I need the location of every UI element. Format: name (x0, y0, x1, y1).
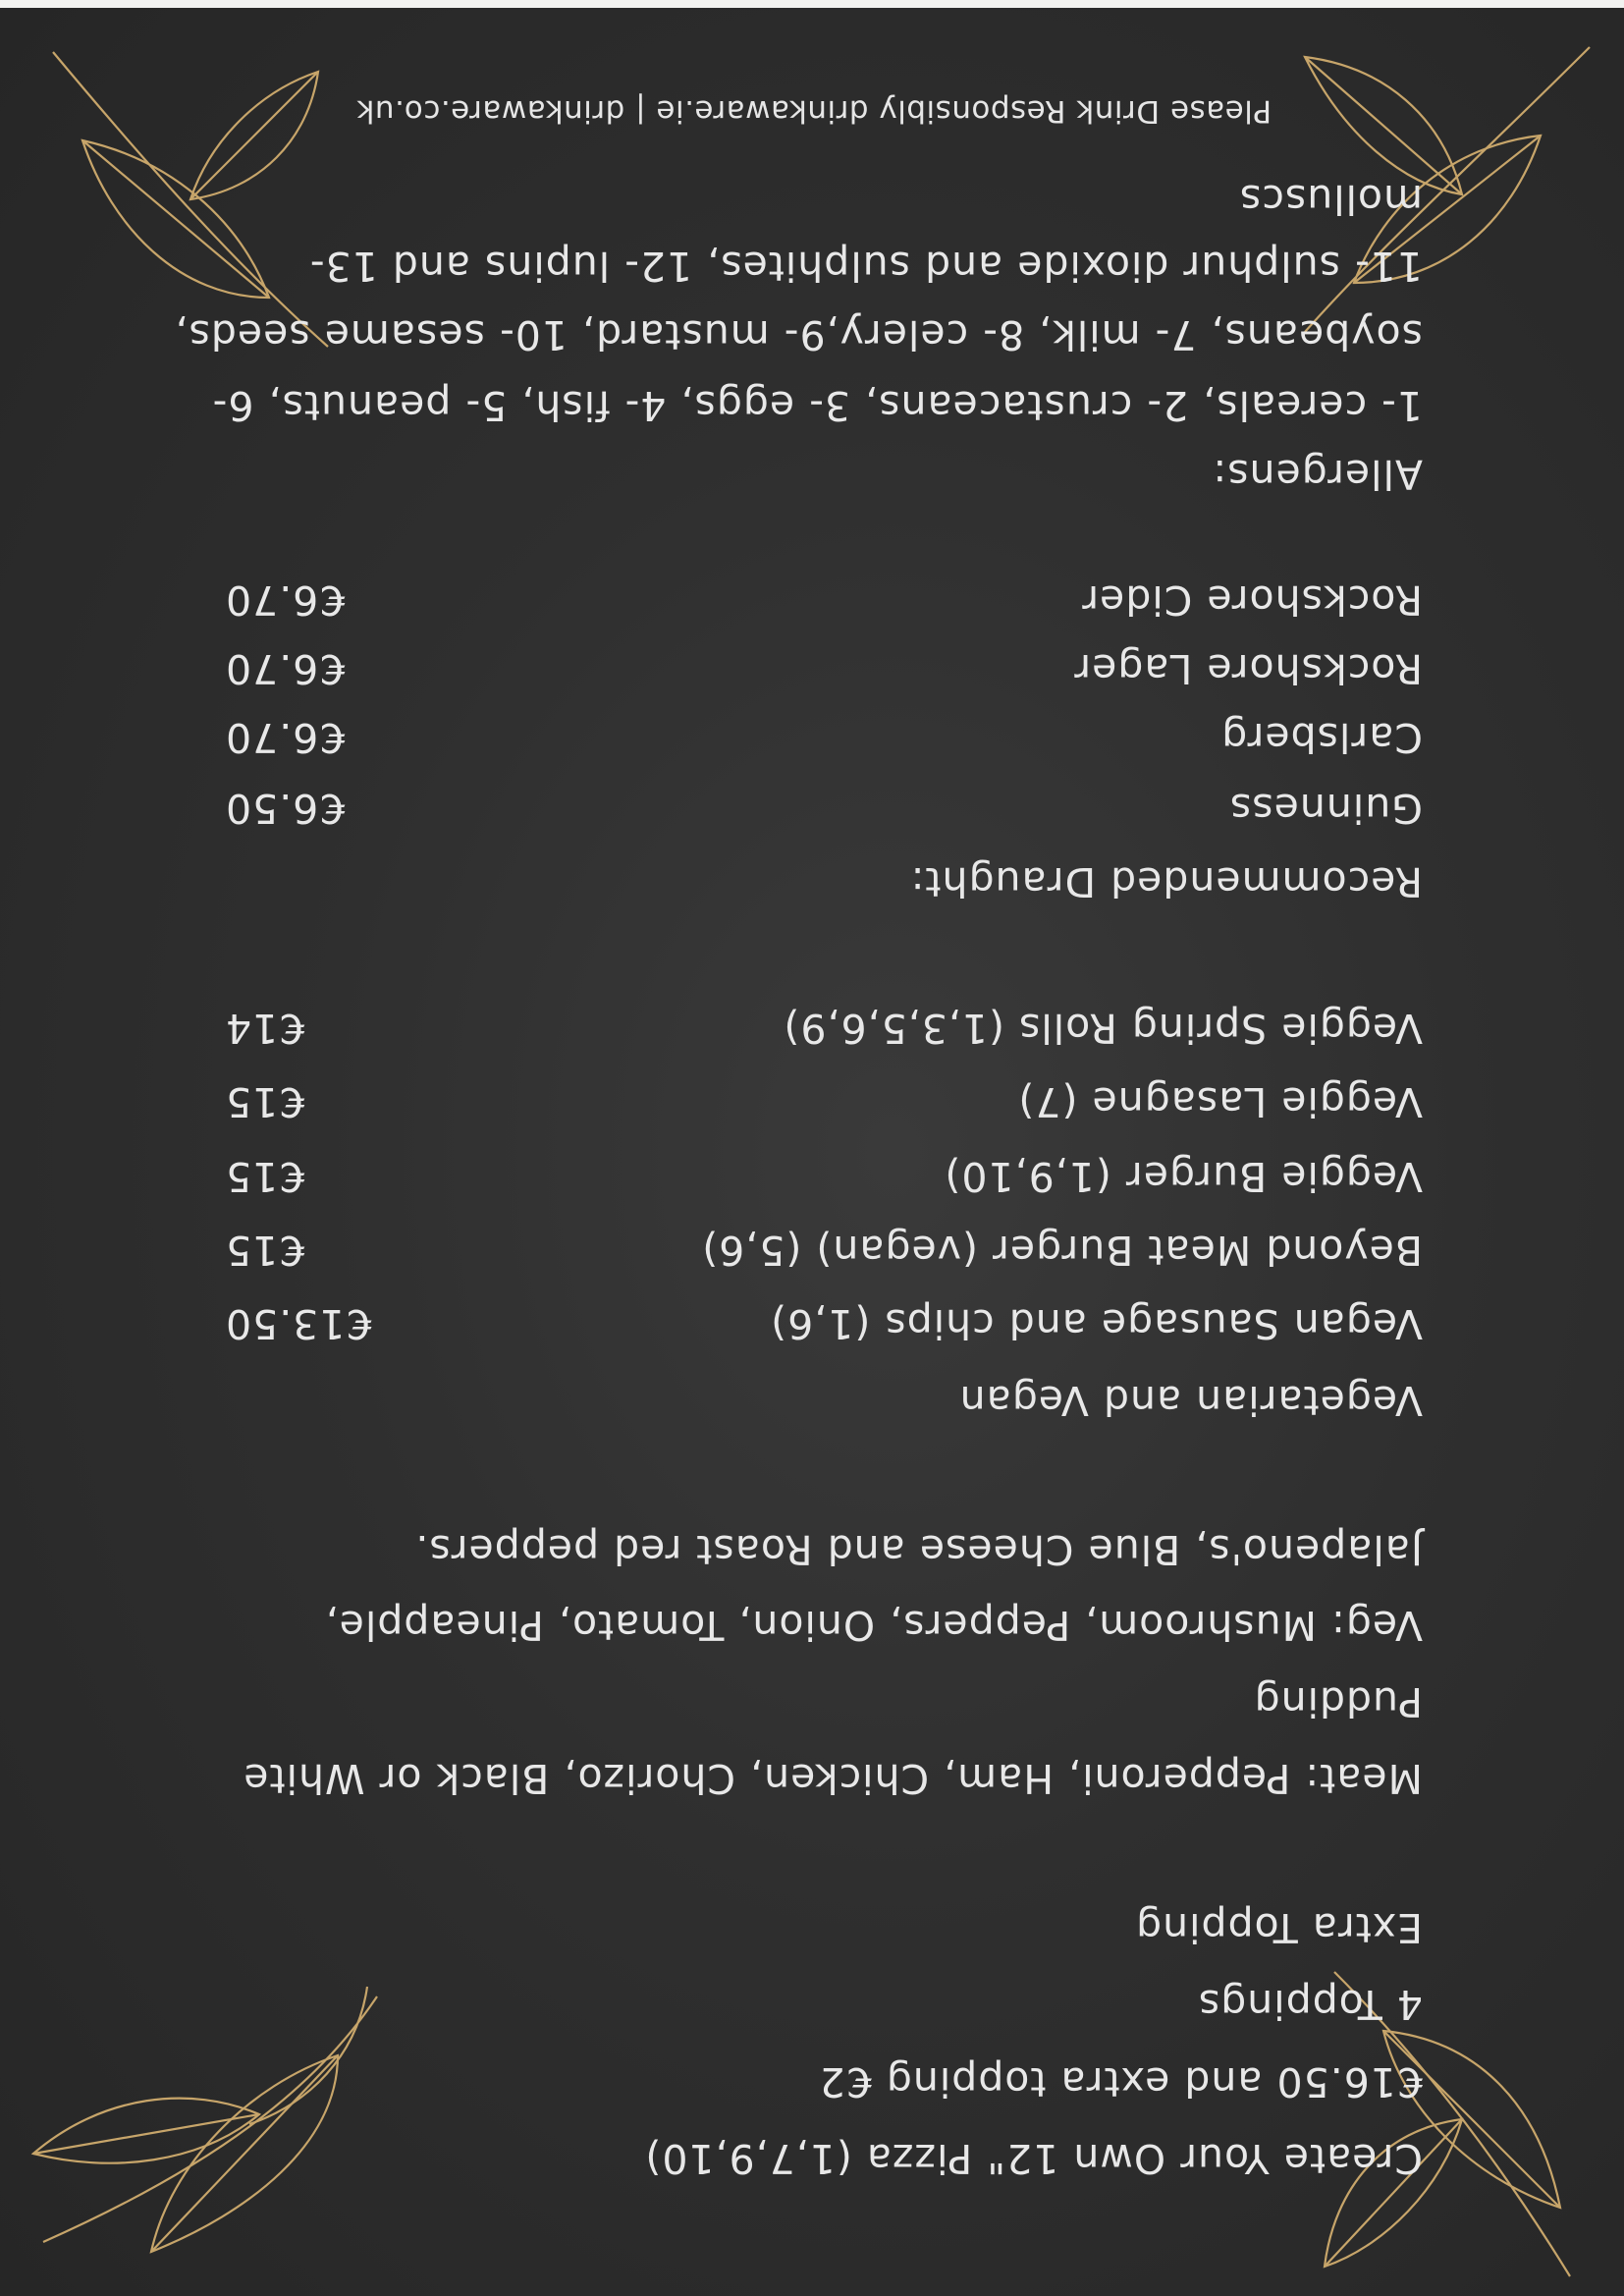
menu-item (205, 565, 1423, 634)
pizza-meat-line1: Meat: Pepperoni, Ham, Chicken, Chorizo, Black or White (243, 1755, 1423, 1802)
menu-item (205, 993, 1423, 1063)
pizza-extra-topping: Extra Topping (1135, 1904, 1423, 1951)
item-name: Vegan Sausage and chips (1,6) (770, 1300, 1423, 1347)
item-price: €15 (225, 1078, 305, 1125)
gold-leaf-icon (24, 1977, 397, 2281)
item-price: €13.50 (225, 1300, 372, 1347)
allergens-line2: soybeans, 7- milk, 8- celery,9- mustard, 10- sesame seeds, (174, 311, 1423, 358)
menu-item (205, 633, 1423, 703)
item-name: Veggie Lasagne (7) (1017, 1078, 1423, 1125)
item-price: €6.50 (225, 785, 346, 832)
vegan-heading: Vegetarian and Vegan (958, 1377, 1423, 1424)
allergens-line1: 1- cereals, 2- crustaceans, 3- eggs, 4- fish, 5- peanuts, 6- (211, 382, 1423, 429)
allergens-heading: Allergens: (1212, 451, 1423, 498)
draught-heading: Recommended Draught: (909, 858, 1423, 905)
menu-content-rotated (0, 8, 1624, 2296)
menu-item (205, 702, 1423, 772)
menu-card (0, 8, 1624, 2296)
item-price: €15 (225, 1153, 305, 1200)
item-name: Rockshore Cider (1081, 576, 1423, 624)
item-price: €15 (225, 1227, 305, 1274)
item-name: Veggie Spring Rolls (1,3,5,6,9) (783, 1005, 1423, 1052)
item-price: €6.70 (225, 645, 346, 692)
pizza-meat-line2: Pudding (1253, 1678, 1423, 1725)
scan-edge (0, 0, 1624, 8)
item-name: Beyond Meat Burger (vegan) (5,6) (701, 1227, 1423, 1274)
item-name: Carlsberg (1220, 714, 1423, 761)
menu-item (205, 1288, 1423, 1358)
pizza-price: €16.50 and extra topping €2 (818, 2058, 1423, 2105)
allergens-line3: 11- sulphur dioxide and sulphites, 12- lupins and 13- (308, 243, 1423, 290)
menu-item (205, 1066, 1423, 1136)
item-price: €14 (225, 1005, 305, 1052)
menu-item (205, 1215, 1423, 1285)
menu-item (205, 773, 1423, 843)
pizza-toppings-count: 4 Toppings (1197, 1981, 1423, 2028)
item-price: €6.70 (225, 576, 346, 624)
allergens-line4: molluscs (1238, 176, 1423, 223)
item-name: Guinness (1228, 785, 1423, 832)
pizza-title: Create Your Own 12" Pizza (1,7,9,10) (644, 2135, 1423, 2182)
drink-responsibly-note: Please Drink Responsibly drinkaware.ie | drinkaware.co.uk (355, 93, 1272, 129)
pizza-veg-line1: Veg: Mushroom, Peppers, Onion, Tomato, Pineapple, (324, 1602, 1423, 1649)
item-name: Veggie Burger (1,9,10) (944, 1153, 1423, 1200)
item-price: €6.70 (225, 714, 346, 761)
pizza-veg-line2: Jalapeno's, Blue Cheese and Roast red peppers. (414, 1526, 1423, 1573)
menu-item (205, 1141, 1423, 1211)
item-name: Rockshore Lager (1073, 645, 1423, 692)
